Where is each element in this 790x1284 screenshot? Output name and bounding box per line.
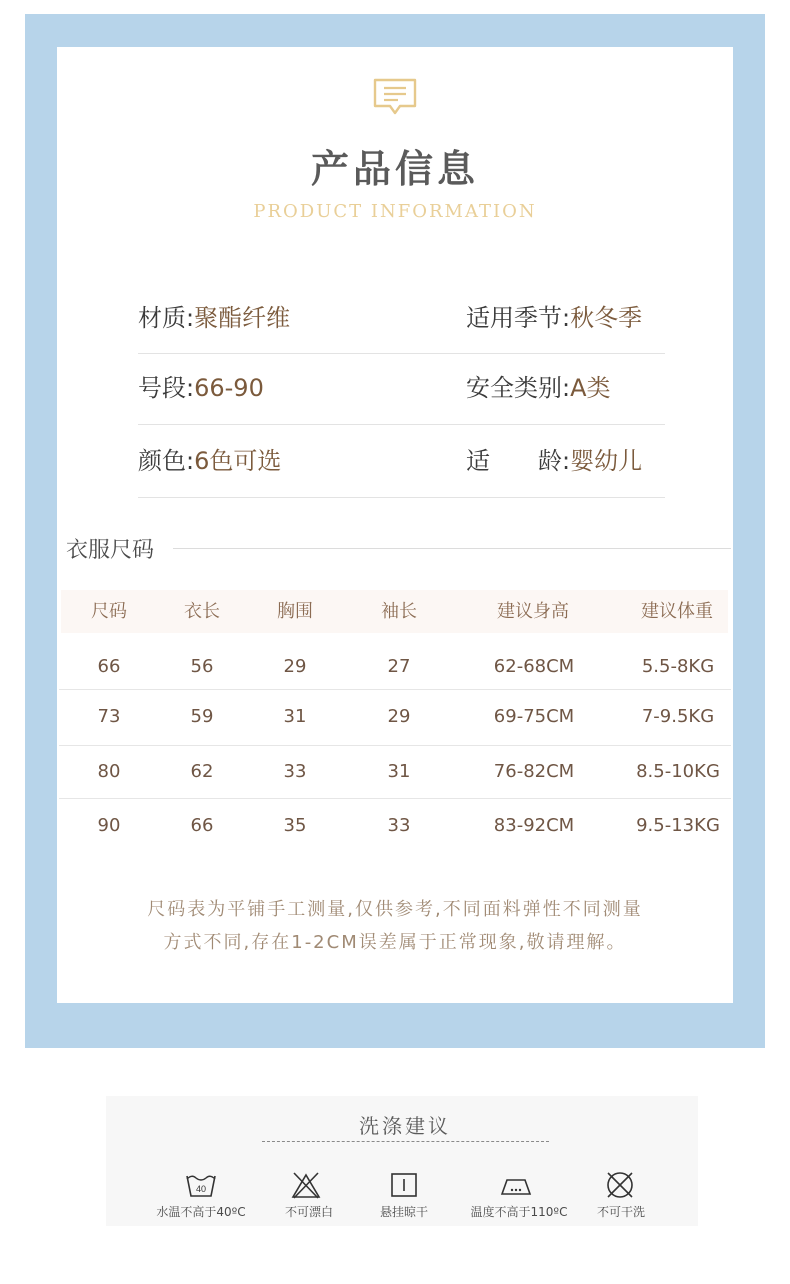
cell-weight: 7-9.5KG bbox=[641, 706, 715, 727]
cell-chest: 31 bbox=[283, 706, 307, 727]
table-row bbox=[0, 692, 790, 742]
cell-size: 80 bbox=[97, 761, 121, 782]
size-note-line-2: 方式不同,存在1-2CM误差属于正常现象,敬请理解。 bbox=[163, 932, 627, 953]
header-size: 尺码 bbox=[91, 601, 127, 622]
wash-label-hang: 悬挂晾干 bbox=[379, 1205, 429, 1219]
cell-height: 76-82CM bbox=[493, 761, 575, 782]
cell-size: 73 bbox=[97, 706, 121, 727]
table-row bbox=[0, 642, 790, 692]
page-subtitle: PRODUCT INFORMATION bbox=[253, 201, 537, 222]
cell-length: 62 bbox=[190, 761, 214, 782]
info-item-material: 材质:聚酯纤维 bbox=[138, 304, 291, 332]
cell-chest: 35 bbox=[283, 815, 307, 836]
info-row bbox=[138, 426, 665, 496]
wash-40-icon bbox=[184, 1168, 218, 1202]
table-row bbox=[0, 801, 790, 851]
cell-chest: 29 bbox=[283, 656, 307, 677]
cell-height: 62-68CM bbox=[493, 656, 575, 677]
divider bbox=[138, 424, 665, 425]
cell-length: 56 bbox=[190, 656, 214, 677]
size-section-title: 衣服尺码 bbox=[66, 538, 155, 563]
iron-icon bbox=[499, 1168, 533, 1202]
header-length: 衣长 bbox=[184, 601, 220, 622]
row-divider bbox=[59, 798, 731, 799]
cell-size: 90 bbox=[97, 815, 121, 836]
section-rule bbox=[173, 548, 731, 549]
no-dry-clean-icon bbox=[603, 1168, 637, 1202]
cell-sleeve: 29 bbox=[387, 706, 411, 727]
message-icon bbox=[373, 78, 417, 116]
wash-label-temp: 水温不高于40ºC bbox=[156, 1205, 246, 1219]
cell-chest: 33 bbox=[283, 761, 307, 782]
row-divider bbox=[59, 745, 731, 746]
cell-weight: 5.5-8KG bbox=[641, 656, 715, 677]
hang-dry-icon bbox=[387, 1168, 421, 1202]
wash-label-dryclean: 不可干洗 bbox=[596, 1205, 646, 1219]
row-divider bbox=[59, 689, 731, 690]
header-sleeve: 袖长 bbox=[381, 601, 417, 622]
wash-label-bleach: 不可漂白 bbox=[284, 1205, 334, 1219]
info-item-color: 颜色:6色可选 bbox=[138, 447, 282, 475]
cell-sleeve: 31 bbox=[387, 761, 411, 782]
cell-size: 66 bbox=[97, 656, 121, 677]
cell-sleeve: 33 bbox=[387, 815, 411, 836]
header-chest: 胸围 bbox=[277, 601, 313, 622]
wash-label-iron: 温度不高于110ºC bbox=[470, 1205, 568, 1219]
cell-sleeve: 27 bbox=[387, 656, 411, 677]
info-item-season: 适用季节:秋冬季 bbox=[466, 304, 643, 332]
wash-divider bbox=[262, 1141, 549, 1142]
info-row bbox=[138, 283, 665, 353]
info-item-age: 适 龄:婴幼儿 bbox=[466, 447, 643, 475]
cell-height: 69-75CM bbox=[493, 706, 575, 727]
no-bleach-icon bbox=[289, 1168, 323, 1202]
cell-length: 66 bbox=[190, 815, 214, 836]
size-note-line-1: 尺码表为平铺手工测量,仅供参考,不同面料弹性不同测量 bbox=[147, 899, 643, 920]
size-table-header bbox=[61, 590, 728, 633]
cell-weight: 9.5-13KG bbox=[636, 815, 720, 836]
header-weight: 建议体重 bbox=[641, 601, 713, 622]
cell-weight: 8.5-10KG bbox=[636, 761, 720, 782]
cell-height: 83-92CM bbox=[493, 815, 575, 836]
wash-title: 洗涤建议 bbox=[359, 1114, 451, 1138]
header-height: 建议身高 bbox=[497, 601, 569, 622]
cell-length: 59 bbox=[190, 706, 214, 727]
table-row bbox=[0, 747, 790, 797]
page-title: 产品信息 bbox=[310, 147, 479, 191]
divider bbox=[138, 497, 665, 498]
info-item-size-range: 号段:66-90 bbox=[138, 374, 264, 402]
info-row bbox=[138, 353, 665, 423]
svg-text:40: 40 bbox=[195, 1184, 207, 1194]
info-item-safety: 安全类别:A类 bbox=[466, 374, 611, 402]
